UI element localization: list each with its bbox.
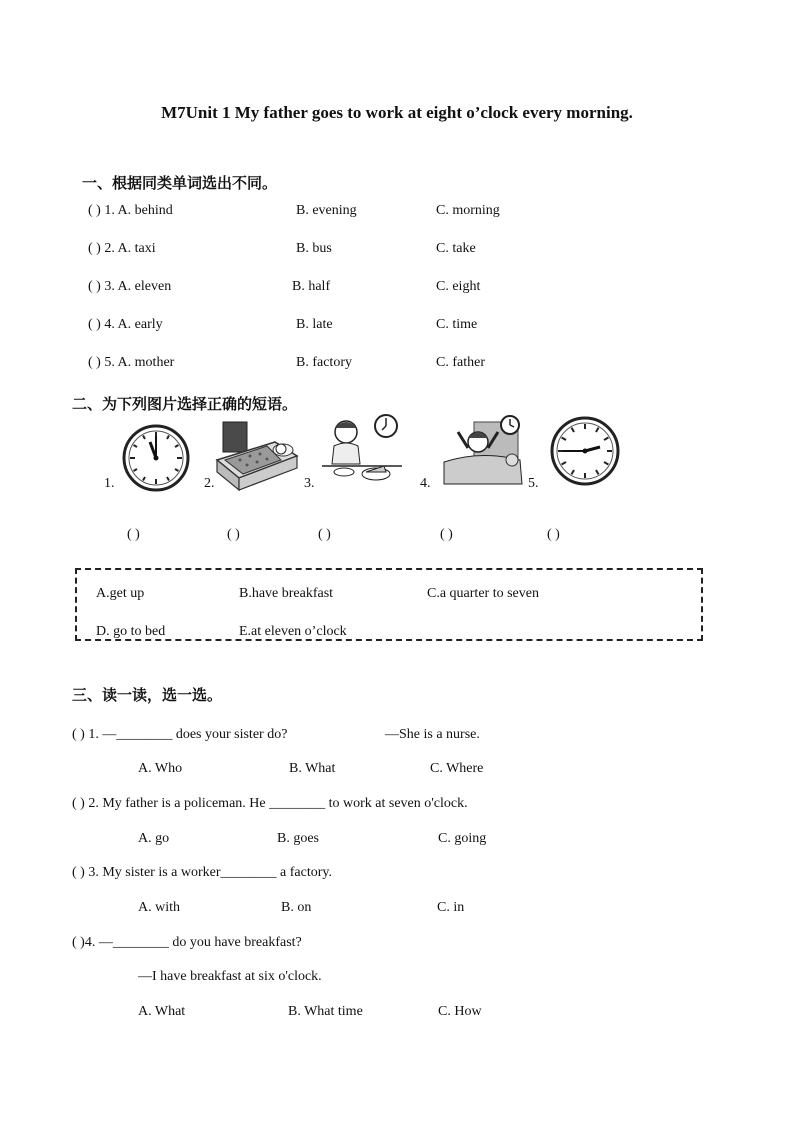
s1-item2-stem: ( ) 2. A. taxi [88, 241, 156, 256]
answer-blank-3[interactable]: ( ) [318, 527, 331, 542]
s1-item4-c: C. time [436, 317, 478, 332]
q4-option-c: C. How [438, 1004, 482, 1019]
q4-stem: ( )4. —________ do you have breakfast? [72, 935, 302, 950]
q3-stem: ( ) 3. My sister is a worker________ a factory. [72, 865, 332, 880]
picture-number-3: 3. [304, 476, 315, 491]
answer-blank-5[interactable]: ( ) [547, 527, 560, 542]
section1-heading: 一、根据同类单词选出不同。 [82, 176, 278, 192]
q2-option-b: B. goes [277, 831, 319, 846]
picture-number-1: 1. [104, 476, 115, 491]
section2-heading: 二、为下列图片选择正确的短语。 [72, 397, 298, 413]
answer-blank-1[interactable]: ( ) [127, 527, 140, 542]
q2-option-a: A. go [138, 831, 170, 846]
q1-answer: —She is a nurse. [385, 727, 480, 742]
boy-eating-breakfast-icon [322, 412, 402, 488]
s1-item4-b: B. late [296, 317, 333, 332]
q3-option-b: B. on [281, 900, 312, 915]
s1-item1-c: C. morning [436, 203, 500, 218]
s1-item5-b: B. factory [296, 355, 352, 370]
option-a: A.get up [96, 586, 145, 601]
q2-stem: ( ) 2. My father is a policeman. He ________ to work at seven o'clock. [72, 796, 468, 811]
s1-item1-stem: ( ) 1. A. behind [88, 203, 173, 218]
q3-option-c: C. in [437, 900, 465, 915]
phrase-options-box [75, 568, 703, 641]
answer-blank-2[interactable]: ( ) [227, 527, 240, 542]
q1-option-b: B. What [289, 761, 336, 776]
q1-option-a: A. Who [138, 761, 183, 776]
section3-heading: 三、读一读，选一选。 [72, 688, 223, 704]
q2-option-c: C. going [438, 831, 487, 846]
s1-item5-stem: ( ) 5. A. mother [88, 355, 175, 370]
boy-getting-up-icon [440, 412, 526, 488]
q1-option-c: C. Where [430, 761, 484, 776]
s1-item3-b: B. half [292, 279, 331, 294]
q3-option-a: A. with [138, 900, 180, 915]
s1-item2-c: C. take [436, 241, 476, 256]
s1-item4-stem: ( ) 4. A. early [88, 317, 163, 332]
q4-option-a: A. What [138, 1004, 186, 1019]
picture-number-5: 5. [528, 476, 539, 491]
s1-item1-b: B. evening [296, 203, 357, 218]
picture-number-4: 4. [420, 476, 431, 491]
sleeping-in-bed-icon [215, 420, 300, 495]
clock-icon [548, 416, 622, 486]
picture-number-2: 2. [204, 476, 215, 491]
s1-item3-c: C. eight [436, 279, 481, 294]
clock-icon [122, 424, 190, 492]
q4-answer: —I have breakfast at six o'clock. [138, 969, 322, 984]
option-e: E.at eleven o’clock [239, 624, 347, 639]
page-title: M7Unit 1 My father goes to work at eight o’clock every morning. [161, 103, 633, 122]
s1-item5-c: C. father [436, 355, 485, 370]
answer-blank-4[interactable]: ( ) [440, 527, 453, 542]
option-d: D. go to bed [96, 624, 166, 639]
s1-item3-stem: ( ) 3. A. eleven [88, 279, 172, 294]
s1-item2-b: B. bus [296, 241, 332, 256]
option-c: C.a quarter to seven [427, 586, 539, 601]
q4-option-b: B. What time [288, 1004, 363, 1019]
option-b: B.have breakfast [239, 586, 334, 601]
q1-stem: ( ) 1. —________ does your sister do? [72, 727, 288, 742]
